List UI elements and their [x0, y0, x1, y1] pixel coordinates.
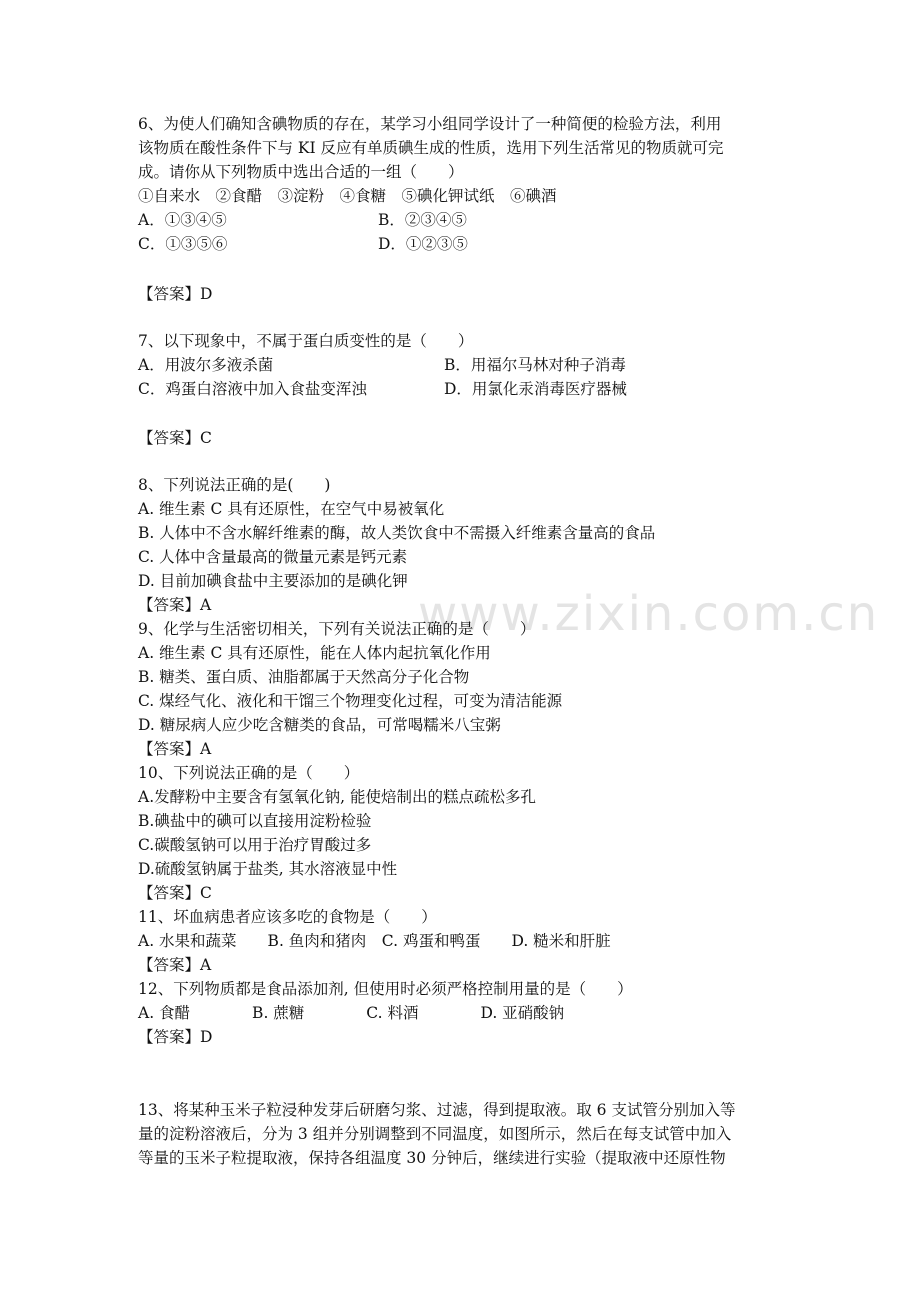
- q8-stem: 8、下列说法正确的是( ): [138, 476, 331, 494]
- q9-answer: 【答案】A: [138, 740, 212, 758]
- q6-option-a: A．①③④⑤: [138, 211, 227, 229]
- q6-materials-list: ①自来水 ②食醋 ③淀粉 ④食糖 ⑤碘化钾试纸 ⑥碘酒: [138, 187, 557, 205]
- q8-option-d: D. 目前加碘食盐中主要添加的是碘化钾: [138, 572, 408, 590]
- q7-option-b: B．用福尔马林对种子消毒: [444, 356, 626, 374]
- q11-stem: 11、坏血病患者应该多吃的食物是（ ）: [138, 908, 437, 926]
- q13-stem-line-1: 13、将某种玉米子粒浸种发芽后研磨匀浆、过滤，得到提取液。取 6 支试管分别加入等: [138, 1101, 736, 1119]
- q12-options: A. 食醋 B. 蔗糖 C. 料酒 D. 亚硝酸钠: [138, 1004, 565, 1022]
- q9-option-b: B. 糖类、蛋白质、油脂都属于天然高分子化合物: [138, 668, 470, 686]
- q8-option-b: B. 人体中不含水解纤维素的酶，故人类饮食中不需摄入纤维素含量高的食品: [138, 524, 656, 542]
- q10-option-d: D.硫酸氢钠属于盐类, 其水溶液显中性: [138, 860, 398, 878]
- q6-option-d: D．①②③⑤: [378, 235, 468, 253]
- q8-answer: 【答案】A: [138, 596, 212, 614]
- q6-stem-line-1: 6、为使人们确知含碘物质的存在，某学习小组同学设计了一种简便的检验方法，利用: [138, 115, 722, 133]
- q6-option-c: C．①③⑤⑥: [138, 235, 228, 253]
- q8-option-c: C. 人体中含量最高的微量元素是钙元素: [138, 548, 408, 566]
- q12-answer: 【答案】D: [138, 1028, 213, 1046]
- q7-option-a: A．用波尔多液杀菌: [138, 356, 274, 374]
- q6-stem-line-2: 该物质在酸性条件下与 KI 反应有单质碘生成的性质，选用下列生活常见的物质就可完: [138, 139, 724, 157]
- q10-answer: 【答案】C: [138, 884, 212, 902]
- q10-option-a: A.发酵粉中主要含有氢氧化钠, 能使焙制出的糕点疏松多孔: [138, 788, 536, 806]
- watermark: www.zixin.com.cn: [418, 586, 880, 642]
- q9-option-a: A. 维生素 C 具有还原性，能在人体内起抗氧化作用: [138, 644, 491, 662]
- q7-option-d: D．用氯化汞消毒医疗器械: [444, 380, 627, 398]
- q9-stem: 9、化学与生活密切相关，下列有关说法正确的是（ ）: [138, 620, 536, 638]
- q9-option-c: C. 煤经气化、液化和干馏三个物理变化过程，可变为清洁能源: [138, 692, 563, 710]
- q7-answer: 【答案】C: [138, 429, 212, 447]
- q8-option-a: A. 维生素 C 具有还原性，在空气中易被氧化: [138, 500, 445, 518]
- q11-options: A. 水果和蔬菜 B. 鱼肉和猪肉 C. 鸡蛋和鸭蛋 D. 糙米和肝脏: [138, 932, 611, 950]
- q12-stem: 12、下列物质都是食品添加剂, 但使用时必须严格控制用量的是（ ）: [138, 980, 633, 998]
- q13-stem-line-2: 量的淀粉溶液后，分为 3 组并分别调整到不同温度，如图所示，然后在每支试管中加入: [138, 1125, 732, 1143]
- q10-stem: 10、下列说法正确的是（ ）: [138, 764, 360, 782]
- q6-stem-line-3: 成。请你从下列物质中选出合适的一组（ ）: [138, 163, 464, 181]
- q11-answer: 【答案】A: [138, 956, 212, 974]
- q6-option-b: B．②③④⑤: [378, 211, 467, 229]
- q10-option-c: C.碳酸氢钠可以用于治疗胃酸过多: [138, 836, 372, 854]
- q10-option-b: B.碘盐中的碘可以直接用淀粉检验: [138, 812, 372, 830]
- q9-option-d: D. 糖尿病人应少吃含糖类的食品，可常喝糯米八宝粥: [138, 716, 501, 734]
- q13-stem-line-3: 等量的玉米子粒提取液，保持各组温度 30 分钟后，继续进行实验（提取液中还原性物: [138, 1149, 726, 1167]
- q7-stem: 7、以下现象中，不属于蛋白质变性的是（ ）: [138, 332, 474, 350]
- q7-option-c: C．鸡蛋白溶液中加入食盐变浑浊: [138, 380, 367, 398]
- q6-answer: 【答案】D: [138, 285, 213, 303]
